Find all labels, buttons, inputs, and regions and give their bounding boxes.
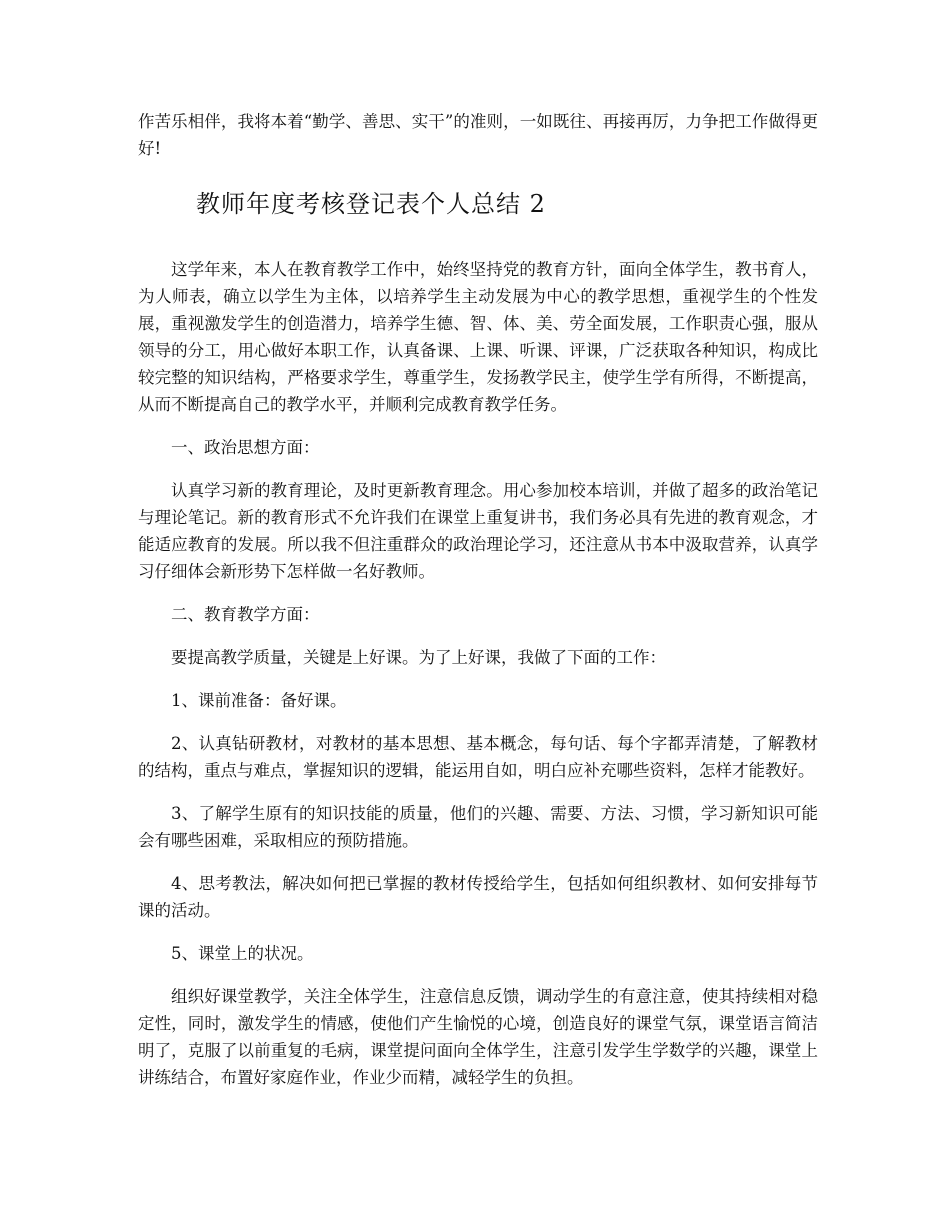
- document-page: [138, 108, 818, 1091]
- list-item-3: 3、了解学生原有的知识技能的质量，他们的兴趣、需要、方法、习惯，学习新知识可能会有哪些困难，采取相应的预防措施。: [138, 804, 818, 850]
- list-item-1: 1、课前准备：备好课。: [171, 691, 347, 710]
- heading-teaching: 二、教育教学方面：: [171, 605, 320, 624]
- politics-paragraph: 认真学习新的教育理论，及时更新教育理念。用心参加校本培训，并做了超多的政治笔记与理论笔记。新的教育形式不允许我们在课堂上重复讲书，我们务必具有先进的教育观念，才能适应教育的发展。所以我不但注重群众的政治理论学习，还注意从书本中汲取营养，认真学习仔细体会新形势下怎样做一名好教师。: [138, 481, 818, 581]
- list-item-5: 5、课堂上的状况。: [171, 944, 314, 963]
- intro-paragraph: 这学年来，本人在教育教学工作中，始终坚持党的教育方针，面向全体学生，教书育人，为人师表，确立以学生为主体，以培养学生主动发展为中心的教学思想，重视学生的个性发展，重视激发学生的创造潜力，培养学生德、智、体、美、劳全面发展，工作职责心强，服从领导的分工，用心做好本职工作，认真备课、上课、听课、评课，广泛获取各种知识，构成比较完整的知识结构，严格要求学生，尊重学生，发扬教学民主，使学生学有所得，不断提高，从而不断提高自己的教学水平，并顺利完成教育教学任务。: [138, 260, 818, 414]
- list-item-4: 4、思考教法，解决如何把已掌握的教材传授给学生，包括如何组织教材、如何安排每节课的活动。: [138, 874, 818, 920]
- list-item-2: 2、认真钻研教材，对教材的基本思想、基本概念，每句话、每个字都弄清楚，了解教材的结构，重点与难点，掌握知识的逻辑，能运用自如，明白应补充哪些资料，怎样才能教好。: [138, 734, 818, 780]
- continuation-paragraph: 作苦乐相伴，我将本着“勤学、善思、实干”的准则，一如既往、再接再厉，力争把工作做得更好!: [138, 112, 818, 158]
- teaching-intro-paragraph: 要提高教学质量，关键是上好课。为了上好课，我做了下面的工作：: [171, 648, 666, 667]
- classroom-paragraph: 组织好课堂教学，关注全体学生，注意信息反馈，调动学生的有意注意，使其持续相对稳定性，同时，激发学生的情感，使他们产生愉悦的心境，创造良好的课堂气氛，课堂语言简洁明了，克服了以前重复的毛病，课堂提问面向全体学生，注意引发学生学数学的兴趣，课堂上讲练结合，布置好家庭作业，作业少而精，减轻学生的负担。: [138, 987, 818, 1087]
- section-title: 教师年度考核登记表个人总结 2: [196, 190, 546, 218]
- heading-politics: 一、政治思想方面：: [171, 438, 320, 457]
